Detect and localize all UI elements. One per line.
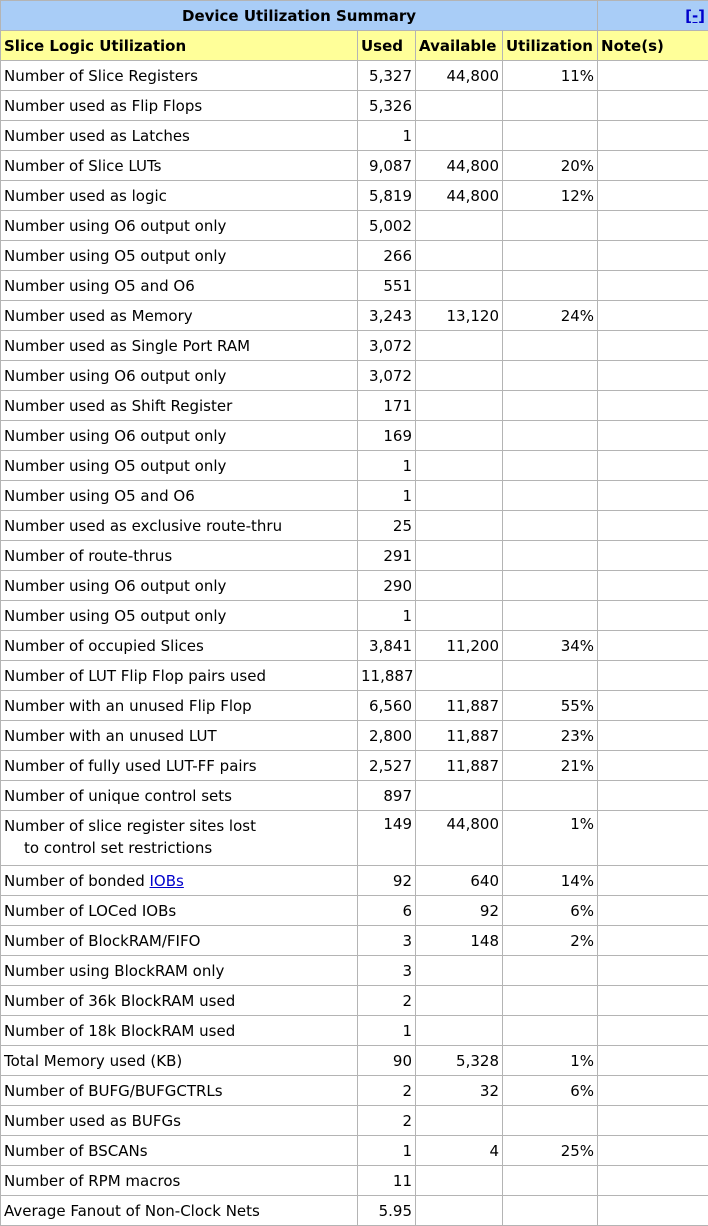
used-cell: 11,887 [358, 661, 416, 691]
used-cell: 9,087 [358, 151, 416, 181]
note-cell [598, 811, 708, 866]
note-cell [598, 271, 708, 301]
available-cell [416, 91, 503, 121]
used-cell: 290 [358, 571, 416, 601]
row-label [1, 541, 358, 571]
used-cell: 6 [358, 896, 416, 926]
row-label [1, 331, 358, 361]
table-row [1, 1076, 708, 1106]
available-cell: 5,328 [416, 1046, 503, 1076]
utilization-cell: 24% [503, 301, 598, 331]
utilization-cell [503, 1166, 598, 1196]
table-row [1, 91, 708, 121]
row-label [1, 1196, 358, 1226]
row-label-text: Number used as Flip Flops [4, 97, 202, 115]
note-cell [598, 601, 708, 631]
available-cell [416, 511, 503, 541]
note-cell [598, 211, 708, 241]
row-label [1, 121, 358, 151]
collapse-toggle-link[interactable]: [-] [685, 7, 705, 25]
row-label-text: Number using O5 output only [4, 247, 226, 265]
row-label [1, 926, 358, 956]
note-cell [598, 121, 708, 151]
column-header-utilization: Utilization [503, 31, 598, 61]
row-label-text: Number of Slice LUTs [4, 157, 161, 175]
utilization-cell [503, 1016, 598, 1046]
table-row [1, 151, 708, 181]
table-row [1, 896, 708, 926]
table-row [1, 451, 708, 481]
utilization-cell: 6% [503, 896, 598, 926]
note-cell [598, 61, 708, 91]
used-cell: 1 [358, 1016, 416, 1046]
available-cell [416, 1166, 503, 1196]
utilization-cell: 1% [503, 1046, 598, 1076]
utilization-cell: 6% [503, 1076, 598, 1106]
row-label [1, 661, 358, 691]
note-cell [598, 986, 708, 1016]
row-label [1, 481, 358, 511]
row-label-text: Number of LOCed IOBs [4, 902, 176, 920]
row-label [1, 811, 358, 866]
utilization-cell: 21% [503, 751, 598, 781]
utilization-cell [503, 541, 598, 571]
table-row [1, 986, 708, 1016]
table-row [1, 331, 708, 361]
utilization-cell [503, 211, 598, 241]
table-row [1, 1016, 708, 1046]
utilization-cell [503, 781, 598, 811]
utilization-cell: 25% [503, 1136, 598, 1166]
row-label-text: Total Memory used (KB) [4, 1052, 182, 1070]
used-cell: 2 [358, 986, 416, 1016]
row-label-text: Number of BlockRAM/FIFO [4, 932, 200, 950]
table-row [1, 1136, 708, 1166]
note-cell [598, 571, 708, 601]
row-label [1, 956, 358, 986]
table-row [1, 1166, 708, 1196]
available-cell: 32 [416, 1076, 503, 1106]
utilization-cell [503, 451, 598, 481]
note-cell [598, 361, 708, 391]
utilization-cell [503, 391, 598, 421]
available-cell [416, 541, 503, 571]
row-label-text: Average Fanout of Non-Clock Nets [4, 1202, 260, 1220]
note-cell [598, 866, 708, 896]
table-row [1, 571, 708, 601]
row-label [1, 391, 358, 421]
used-cell: 2,527 [358, 751, 416, 781]
table-row [1, 781, 708, 811]
utilization-cell [503, 661, 598, 691]
table-row [1, 956, 708, 986]
row-label [1, 1076, 358, 1106]
note-cell [598, 151, 708, 181]
table-row [1, 1046, 708, 1076]
available-cell: 92 [416, 896, 503, 926]
row-label-text: Number of Slice Registers [4, 67, 198, 85]
available-cell [416, 481, 503, 511]
row-label-text: Number of bonded [4, 872, 150, 890]
row-label-text: Number using O6 output only [4, 367, 226, 385]
available-cell: 44,800 [416, 61, 503, 91]
utilization-cell [503, 421, 598, 451]
used-cell: 1 [358, 1136, 416, 1166]
note-cell [598, 1046, 708, 1076]
available-cell: 13,120 [416, 301, 503, 331]
used-cell: 2 [358, 1106, 416, 1136]
note-cell [598, 241, 708, 271]
note-cell [598, 301, 708, 331]
used-cell: 897 [358, 781, 416, 811]
available-cell: 44,800 [416, 811, 503, 866]
available-cell: 44,800 [416, 151, 503, 181]
table-row [1, 541, 708, 571]
used-cell: 5,819 [358, 181, 416, 211]
available-cell [416, 1016, 503, 1046]
available-cell: 4 [416, 1136, 503, 1166]
table-row [1, 391, 708, 421]
row-label-text: Number using O5 output only [4, 457, 226, 475]
utilization-cell: 14% [503, 866, 598, 896]
row-label [1, 896, 358, 926]
row-label [1, 151, 358, 181]
collapse-toggle-cell [598, 1, 708, 31]
row-label-text: Number using O6 output only [4, 427, 226, 445]
note-cell [598, 541, 708, 571]
utilization-cell [503, 1196, 598, 1226]
row-label [1, 211, 358, 241]
available-cell [416, 361, 503, 391]
note-cell [598, 661, 708, 691]
row-label [1, 986, 358, 1016]
row-label-text: Number using O5 and O6 [4, 277, 195, 295]
table-row [1, 926, 708, 956]
note-cell [598, 926, 708, 956]
used-cell: 1 [358, 121, 416, 151]
row-label-text: Number using O5 and O6 [4, 487, 195, 505]
column-header-row [1, 31, 708, 61]
available-cell [416, 1196, 503, 1226]
row-label [1, 511, 358, 541]
row-label [1, 181, 358, 211]
utilization-cell: 20% [503, 151, 598, 181]
table-row [1, 181, 708, 211]
row-label [1, 301, 358, 331]
table-row [1, 421, 708, 451]
used-cell: 3,841 [358, 631, 416, 661]
note-cell [598, 91, 708, 121]
available-cell [416, 451, 503, 481]
row-label-text: Number used as Memory [4, 307, 193, 325]
row-label-text: Number used as exclusive route-thru [4, 517, 282, 535]
available-cell [416, 391, 503, 421]
row-label [1, 1106, 358, 1136]
used-cell: 3,243 [358, 301, 416, 331]
column-header-used: Used [358, 31, 416, 61]
row-label [1, 866, 358, 896]
used-cell: 3 [358, 926, 416, 956]
row-label [1, 421, 358, 451]
table-row [1, 121, 708, 151]
available-cell [416, 571, 503, 601]
used-cell: 1 [358, 601, 416, 631]
note-cell [598, 1106, 708, 1136]
available-cell [416, 601, 503, 631]
table-row [1, 271, 708, 301]
row-label [1, 271, 358, 301]
note-cell [598, 481, 708, 511]
row-label-text: Number using O5 output only [4, 607, 226, 625]
note-cell [598, 896, 708, 926]
row-label-text: Number used as BUFGs [4, 1112, 181, 1130]
row-label-text: Number of BUFG/BUFGCTRLs [4, 1082, 223, 1100]
row-label-text: Number using BlockRAM only [4, 962, 224, 980]
available-cell [416, 781, 503, 811]
row-label [1, 1136, 358, 1166]
row-label-text: Number used as Shift Register [4, 397, 232, 415]
available-cell: 11,887 [416, 751, 503, 781]
note-cell [598, 391, 708, 421]
iobs-link[interactable]: IOBs [150, 872, 184, 890]
used-cell: 92 [358, 866, 416, 896]
table-row [1, 301, 708, 331]
row-label [1, 751, 358, 781]
utilization-cell [503, 331, 598, 361]
used-cell: 2 [358, 1076, 416, 1106]
row-label [1, 631, 358, 661]
row-label-text: Number of route-thrus [4, 547, 172, 565]
utilization-cell [503, 956, 598, 986]
table-row [1, 241, 708, 271]
row-label-text: Number of 36k BlockRAM used [4, 992, 235, 1010]
available-cell [416, 1106, 503, 1136]
table-row [1, 361, 708, 391]
note-cell [598, 331, 708, 361]
note-cell [598, 781, 708, 811]
used-cell: 3 [358, 956, 416, 986]
utilization-cell [503, 481, 598, 511]
table-row [1, 811, 708, 866]
row-label-text: Number with an unused LUT [4, 727, 217, 745]
available-cell: 640 [416, 866, 503, 896]
available-cell [416, 211, 503, 241]
available-cell [416, 421, 503, 451]
row-label-text: Number used as logic [4, 187, 167, 205]
note-cell [598, 721, 708, 751]
used-cell: 25 [358, 511, 416, 541]
table-row [1, 721, 708, 751]
used-cell: 5.95 [358, 1196, 416, 1226]
row-label [1, 91, 358, 121]
utilization-cell [503, 241, 598, 271]
used-cell: 5,326 [358, 91, 416, 121]
utilization-cell: 55% [503, 691, 598, 721]
used-cell: 11 [358, 1166, 416, 1196]
table-row [1, 631, 708, 661]
note-cell [598, 1136, 708, 1166]
available-cell [416, 956, 503, 986]
table-row [1, 691, 708, 721]
available-cell [416, 661, 503, 691]
column-header-logic: Slice Logic Utilization [1, 31, 358, 61]
available-cell: 44,800 [416, 181, 503, 211]
used-cell: 3,072 [358, 361, 416, 391]
note-cell [598, 181, 708, 211]
column-header-notes: Note(s) [598, 31, 708, 61]
used-cell: 6,560 [358, 691, 416, 721]
row-label-text: Number of 18k BlockRAM used [4, 1022, 235, 1040]
note-cell [598, 956, 708, 986]
note-cell [598, 1196, 708, 1226]
row-label [1, 691, 358, 721]
row-label-text: Number of unique control sets [4, 787, 232, 805]
table-row [1, 511, 708, 541]
note-cell [598, 691, 708, 721]
utilization-cell [503, 271, 598, 301]
note-cell [598, 451, 708, 481]
used-cell: 291 [358, 541, 416, 571]
row-label [1, 601, 358, 631]
note-cell [598, 421, 708, 451]
row-label-text: Number of fully used LUT-FF pairs [4, 757, 257, 775]
row-label [1, 571, 358, 601]
utilization-cell: 34% [503, 631, 598, 661]
row-label-continuation: to control set restrictions [4, 839, 212, 857]
row-label [1, 361, 358, 391]
row-label [1, 781, 358, 811]
row-label-text: Number of LUT Flip Flop pairs used [4, 667, 266, 685]
note-cell [598, 1076, 708, 1106]
utilization-cell [503, 601, 598, 631]
row-label-text: Number used as Latches [4, 127, 190, 145]
table-row [1, 661, 708, 691]
available-cell: 11,200 [416, 631, 503, 661]
utilization-cell [503, 361, 598, 391]
used-cell: 266 [358, 241, 416, 271]
column-header-available: Available [416, 31, 503, 61]
note-cell [598, 631, 708, 661]
table-row [1, 751, 708, 781]
row-label-text: Number using O6 output only [4, 217, 226, 235]
table-row [1, 211, 708, 241]
utilization-cell: 1% [503, 811, 598, 866]
utilization-cell [503, 986, 598, 1016]
note-cell [598, 1016, 708, 1046]
row-label [1, 451, 358, 481]
row-label [1, 1046, 358, 1076]
row-label-text: Number of BSCANs [4, 1142, 148, 1160]
note-cell [598, 751, 708, 781]
available-cell [416, 331, 503, 361]
available-cell [416, 241, 503, 271]
available-cell [416, 986, 503, 1016]
available-cell: 11,887 [416, 721, 503, 751]
used-cell: 5,327 [358, 61, 416, 91]
used-cell: 3,072 [358, 331, 416, 361]
table-row [1, 61, 708, 91]
table-row [1, 601, 708, 631]
utilization-cell: 11% [503, 61, 598, 91]
table-row [1, 481, 708, 511]
row-label [1, 241, 358, 271]
available-cell [416, 271, 503, 301]
table-row [1, 1196, 708, 1226]
used-cell: 551 [358, 271, 416, 301]
available-cell: 11,887 [416, 691, 503, 721]
used-cell: 2,800 [358, 721, 416, 751]
used-cell: 90 [358, 1046, 416, 1076]
utilization-cell [503, 91, 598, 121]
used-cell: 1 [358, 451, 416, 481]
row-label-text: Number of occupied Slices [4, 637, 204, 655]
note-cell [598, 511, 708, 541]
available-cell [416, 121, 503, 151]
table-row [1, 1106, 708, 1136]
row-label [1, 1166, 358, 1196]
available-cell: 148 [416, 926, 503, 956]
utilization-cell [503, 1106, 598, 1136]
row-label [1, 61, 358, 91]
utilization-cell [503, 121, 598, 151]
row-label-text: Number using O6 output only [4, 577, 226, 595]
table-row [1, 866, 708, 896]
row-label-text: Number with an unused Flip Flop [4, 697, 252, 715]
used-cell: 169 [358, 421, 416, 451]
utilization-cell: 2% [503, 926, 598, 956]
row-label-text: Number of slice register sites lost [4, 817, 256, 835]
row-label [1, 721, 358, 751]
used-cell: 149 [358, 811, 416, 866]
row-label [1, 1016, 358, 1046]
utilization-cell [503, 571, 598, 601]
used-cell: 5,002 [358, 211, 416, 241]
utilization-cell: 12% [503, 181, 598, 211]
row-label-text: Number used as Single Port RAM [4, 337, 250, 355]
table-title-row [1, 1, 708, 31]
used-cell: 171 [358, 391, 416, 421]
utilization-cell [503, 511, 598, 541]
table-title: Device Utilization Summary [1, 1, 598, 31]
used-cell: 1 [358, 481, 416, 511]
note-cell [598, 1166, 708, 1196]
row-label-text: Number of RPM macros [4, 1172, 180, 1190]
utilization-cell: 23% [503, 721, 598, 751]
